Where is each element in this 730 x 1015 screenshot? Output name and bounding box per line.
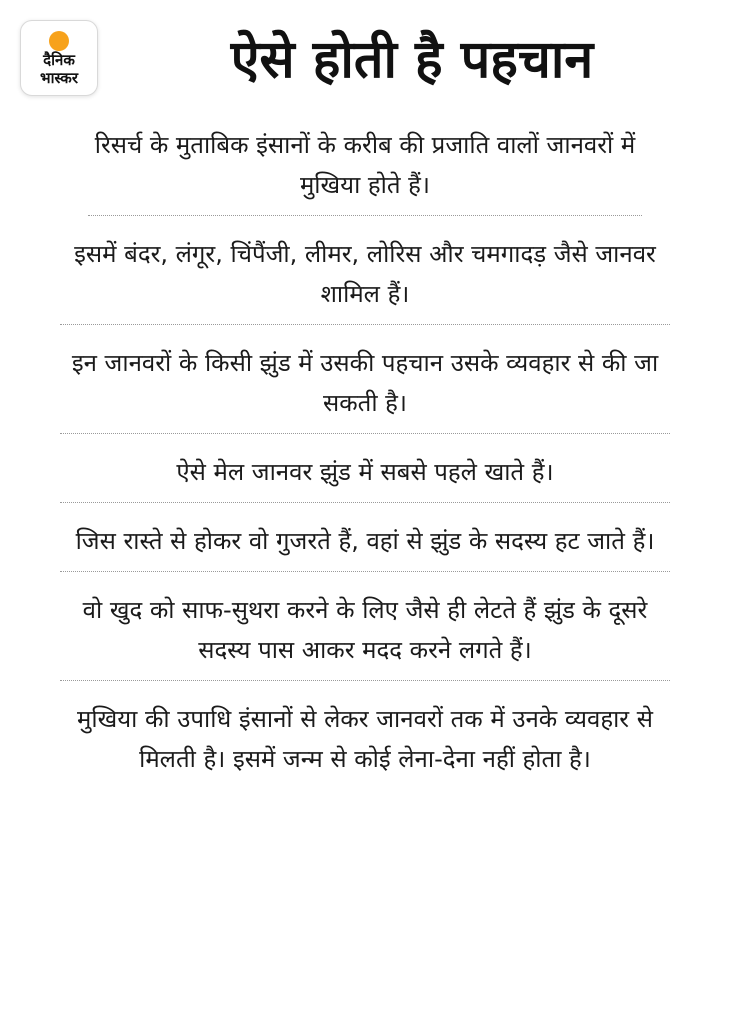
fact-item-6: वो खुद को साफ-सुथरा करने के लिए जैसे ही लेटते हैं झुंड के दूसरे सदस्य पास आकर मदद करने लगते हैं। — [60, 572, 670, 681]
fact-item-7: मुखिया की उपाधि इंसानों से लेकर जानवरों तक में उनके व्यवहार से मिलती है। इसमें जन्म से कोई लेना-देना नहीं होता है। — [77, 705, 653, 773]
fact-item-4: ऐसे मेल जानवर झुंड में सबसे पहले खाते हैं। — [60, 434, 670, 503]
sun-icon — [21, 21, 97, 95]
fact-item-2: इसमें बंदर, लंगूर, चिंपैंजी, लीमर, लोरिस और चमगादड़ जैसे जानवर शामिल हैं। — [60, 216, 670, 325]
page-title: ऐसे होती है पहचान — [230, 30, 594, 90]
fact-item-1: रिसर्च के मुताबिक इंसानों के करीब की प्रजाति वालों जानवरों में मुखिया होते हैं। — [88, 118, 642, 216]
logo-text-line1: दैनिक — [43, 51, 75, 69]
logo-text-line2: भास्कर — [40, 69, 78, 87]
fact-item-3: इन जानवरों के किसी झुंड में उसकी पहचान उसके व्यवहार से की जा सकती है। — [60, 325, 670, 434]
fact-list — [60, 118, 670, 789]
fact-item-5: जिस रास्ते से होकर वो गुजरते हैं, वहां से झुंड के सदस्य हट जाते हैं। — [60, 503, 670, 572]
dainik-bhaskar-logo — [20, 20, 98, 96]
